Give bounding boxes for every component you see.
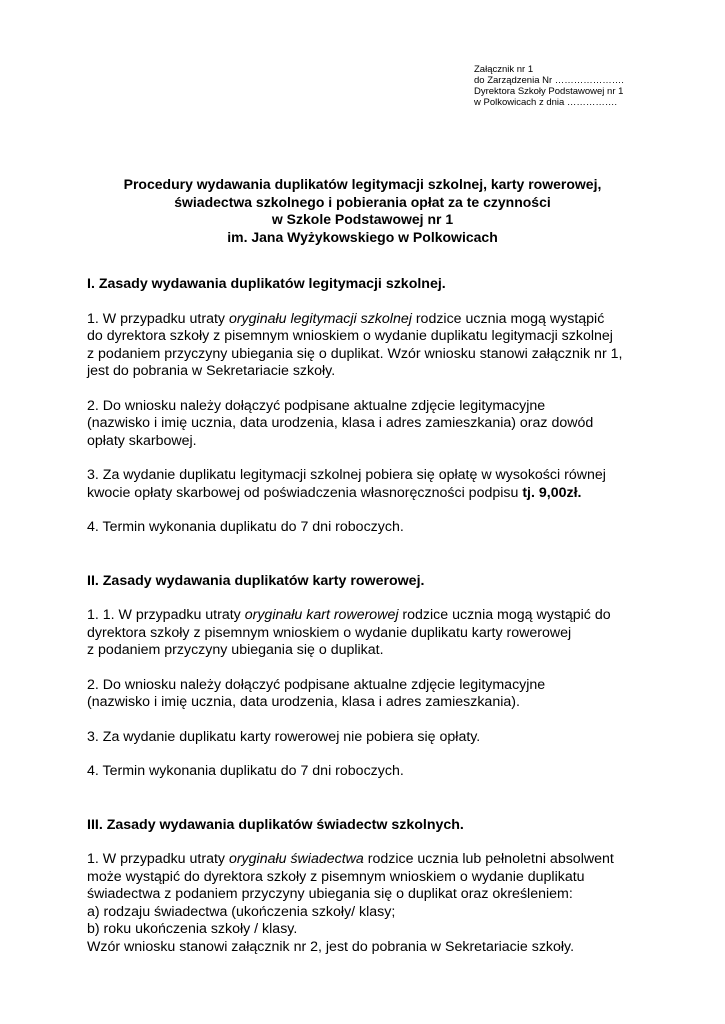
s1p3-text: kwocie opłaty skarbowej od poświadczenia własnoręczności podpisu — [87, 484, 523, 501]
s2p1-text-post: rodzice ucznia mogą wystąpić do — [398, 607, 611, 623]
s3p1-line-1 — [87, 851, 707, 869]
section-2-paragraph-4: 4. Termin wykonania duplikatu do 7 dni roboczych. — [87, 763, 404, 779]
s1p1-line-4: jest do pobrania w Sekretariacie szkoły. — [87, 363, 336, 379]
annex-line-4: w Polkowicach z dnia ……………. — [474, 97, 618, 108]
s3p1-line-6: Wzór wniosku stanowi załącznik nr 2, jest do pobrania w Sekretariacie szkoły. — [87, 938, 575, 955]
s2p1-line-3: z podaniem przyczyny ubiegania się o duplikat. — [87, 642, 384, 658]
section-3-heading: III. Zasady wydawania duplikatów świadectw szkolnych. — [87, 816, 464, 833]
s1p3-fee-amount: tj. 9,00zł. — [522, 484, 582, 501]
s3p1-text-post: rodzice ucznia lub pełnoletni absolwent — [363, 851, 614, 867]
section-1-paragraph-4: 4. Termin wykonania duplikatu do 7 dni roboczych. — [87, 519, 404, 535]
s1p1-text-post: rodzice ucznia mogą wystąpić — [411, 310, 605, 327]
section-2-paragraph-1 — [87, 607, 707, 660]
section-2-paragraph-2 — [87, 677, 707, 712]
annex-header — [474, 64, 714, 108]
title-line-3: w Szkole Podstawowej nr 1 — [271, 211, 454, 227]
section-1-paragraph-1 — [87, 311, 707, 381]
section-1-paragraph-3 — [87, 467, 707, 502]
s3p1-line-4: a) rodzaju świadectwa (ukończenia szkoły/ klasy; — [87, 903, 396, 920]
section-1-heading: I. Zasady wydawania duplikatów legitymacji szkolnej. — [87, 276, 446, 292]
section-2-heading: II. Zasady wydawania duplikatów karty rowerowej. — [87, 572, 425, 589]
s3p1-line-5: b) roku ukończenia szkoły / klasy. — [87, 921, 298, 937]
title-line-4: im. Jana Wyżykowskiego w Polkowicach — [227, 228, 498, 245]
s3p1-line-3: świadectwa z podaniem przyczyny ubiegania się o duplikat oraz określeniem: — [87, 886, 573, 902]
s2p1-text: 1. 1. W przypadku utraty — [87, 607, 245, 623]
document-title — [60, 176, 665, 246]
annex-line-2: do Zarządzenia Nr …………………. — [474, 75, 624, 86]
annex-line-3: Dyrektora Szkoły Podstawowej nr 1 — [474, 86, 624, 97]
s3p1-emphasis: oryginału świadectwa — [228, 851, 364, 867]
section-2-paragraph-3: 3. Za wydanie duplikatu karty rowerowej nie pobiera się opłaty. — [87, 728, 481, 745]
s2p1-line-2: dyrektora szkoły z pisemnym wnioskiem o wydanie duplikatu karty rowerowej — [87, 624, 572, 641]
title-line-2: świadectwa szkolnego i pobierania opłat za te czynności — [174, 193, 551, 210]
annex-line-1: Załącznik nr 1 — [474, 64, 534, 75]
s2p1-emphasis: oryginału kart rowerowej — [244, 607, 399, 623]
s2p2-line-2: (nazwisko i imię ucznia, data urodzenia, klasa i adres zamieszkania). — [87, 694, 520, 710]
s1p2-line-3: opłaty skarbowej. — [87, 432, 197, 449]
s3p1-text: 1. W przypadku utraty — [87, 851, 229, 867]
s1p2-line-2: (nazwisko i imię ucznia, data urodzenia, klasa i adres zamieszkania) oraz dowód — [87, 415, 594, 431]
section-1-paragraph-2 — [87, 398, 707, 451]
s1p1-emphasis: oryginału legitymacji szkolnej — [228, 310, 412, 327]
document-body — [87, 276, 707, 956]
s1p3-line-1: 3. Za wydanie duplikatu legitymacji szkolnej pobiera się opłatę w wysokości równej — [87, 467, 606, 483]
s3p1-line-2: może wystąpić do dyrektora szkoły z pisemnym wnioskiem o wydanie duplikatu — [87, 868, 585, 885]
section-3-paragraph-1 — [87, 851, 707, 956]
s1p3-line-2 — [87, 485, 707, 503]
s1p1-line-1 — [87, 311, 707, 329]
s1p1-text: 1. W przypadku utraty — [87, 310, 229, 327]
s2p2-line-1: 2. Do wniosku należy dołączyć podpisane aktualne zdjęcie legitymacyjne — [87, 676, 546, 693]
title-line-1: Procedury wydawania duplikatów legitymacji szkolnej, karty rowerowej, — [123, 176, 602, 192]
s1p2-line-1: 2. Do wniosku należy dołączyć podpisane aktualne zdjęcie legitymacyjne — [87, 397, 546, 414]
s1p1-line-2: do dyrektora szkoły z pisemnym wnioskiem o wydanie duplikatu legitymacji szkolnej — [87, 328, 613, 344]
s1p1-line-3: z podaniem przyczyny ubiegania się o duplikat. Wzór wniosku stanowi załącznik nr 1, — [87, 345, 623, 362]
s2p1-line-1 — [87, 607, 707, 625]
